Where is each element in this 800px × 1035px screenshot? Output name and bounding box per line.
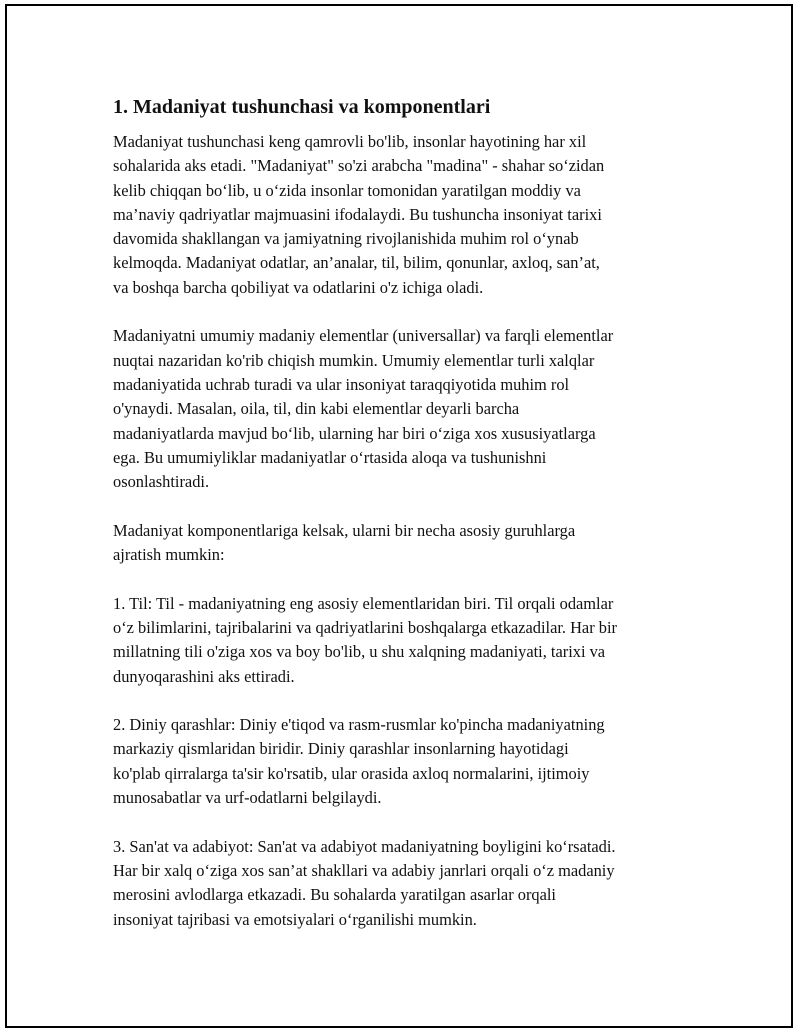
paragraph-line: 1. Til: Til - madaniyatning eng asosiy elementlaridan biri. Til orqali odamlar (113, 593, 614, 613)
paragraph (113, 835, 693, 932)
paragraph (113, 324, 693, 494)
paragraph-line: dunyoqarashini aks ettiradi. (113, 666, 295, 686)
paragraph-line: Har bir xalq o‘ziga xos san’at shakllari va adabiy janrlari orqali o‘z madaniy (113, 860, 615, 880)
paragraph-line: ma’naviy qadriyatlar majmuasini ifodalaydi. Bu tushuncha insoniyat tarixi (113, 204, 602, 224)
paragraph-line: 2. Diniy qarashlar: Diniy e'tiqod va rasm-rusmlar ko'pincha madaniyatning (113, 715, 605, 735)
paragraph-line: markaziy qismlaridan biridir. Diniy qarashlar insonlarning hayotidagi (113, 739, 569, 759)
paragraph-line: Madaniyat tushunchasi keng qamrovli bo'lib, insonlar hayotining har xil (113, 132, 587, 151)
paragraph-line: 3. San'at va adabiyot: San'at va adabiyot madaniyatning boyligini ko‘rsatadi. (113, 836, 616, 856)
paragraph (113, 519, 693, 568)
paragraph (113, 713, 693, 810)
paragraph-line: ega. Bu umumiyliklar madaniyatlar o‘rtasida aloqa va tushunishni (113, 447, 547, 467)
paragraph-line: kelmoqda. Madaniyat odatlar, an’analar, til, bilim, qonunlar, axloq, san’at, (113, 253, 600, 273)
paragraph-line: osonlashtiradi. (113, 472, 210, 492)
paragraph-line: o‘z bilimlarini, tajribalarini va qadriyatlarini boshqalarga etkazadilar. Har bir (113, 617, 617, 637)
paragraph-line: insoniyat tajribasi va emotsiyalari o‘rganilishi mumkin. (113, 909, 477, 929)
paragraph-line: munosabatlar va urf-odatlarni belgilaydi. (113, 788, 382, 808)
paragraph-line: va boshqa barcha qobiliyat va odatlarini o'z ichiga oladi. (113, 277, 484, 297)
paragraph-line: kelib chiqqan bo‘lib, u o‘zida insonlar tomonidan yaratilgan moddiy va (113, 180, 581, 200)
paragraph-line: ajratish mumkin: (113, 545, 225, 565)
paragraph-list (113, 130, 693, 932)
section-heading: 1. Madaniyat tushunchasi va komponentlari (113, 96, 491, 118)
paragraph-line: sohalarida aks etadi. "Madaniyat" so'zi arabcha "madina" - shahar so‘zidan (113, 156, 605, 176)
paragraph-line: davomida shakllangan va jamiyatning rivojlanishida muhim rol o‘ynab (113, 229, 579, 249)
paragraph-line: Madaniyatni umumiy madaniy elementlar (universallar) va farqli elementlar (113, 326, 614, 346)
paragraph-line: ko'plab qirralarga ta'sir ko'rsatib, ular orasida axloq normalarini, ijtimoiy (113, 763, 590, 783)
paragraph-line: madaniyatlarda mavjud bo‘lib, ularning har biri o‘ziga xos xususiyatlarga (113, 423, 596, 443)
paragraph (113, 130, 693, 300)
paragraph (113, 592, 693, 689)
document-body (113, 94, 693, 956)
paragraph-line: merosini avlodlarga etkazadi. Bu sohalarda yaratilgan asarlar orqali (113, 885, 556, 905)
paragraph-line: millatning tili o'ziga xos va boy bo'lib, u shu xalqning madaniyati, tarixi va (113, 642, 606, 662)
paragraph-line: madaniyatida uchrab turadi va ular insoniyat taraqqiyotida muhim rol (113, 374, 570, 394)
paragraph-line: Madaniyat komponentlariga kelsak, ularni bir necha asosiy guruhlarga (113, 520, 576, 540)
paragraph-line: nuqtai nazaridan ko'rib chiqish mumkin. Umumiy elementlar turli xalqlar (113, 350, 595, 370)
paragraph-line: o'ynaydi. Masalan, oila, til, din kabi elementlar deyarli barcha (113, 399, 520, 419)
